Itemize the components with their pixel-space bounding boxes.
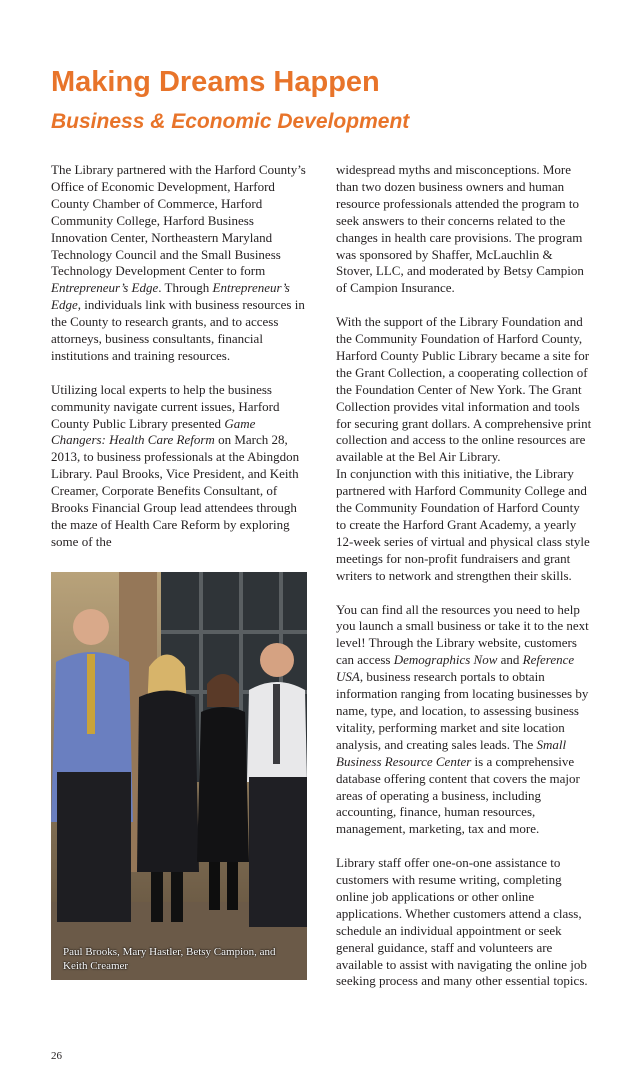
text-run: and — [497, 652, 523, 668]
text-run: , business research portals to obtain information ranging from locating businesses by name, type, and location, to assessing business vitality, performing market and site location analysis, and creating sales leads. The — [336, 669, 589, 752]
group-photo — [51, 572, 307, 980]
text-run: , individuals link with business resources in the County to research grants, and to access attorneys, business consultants, financial institutions and training resources. — [51, 297, 305, 363]
text-run: . Through — [158, 280, 213, 296]
paragraph-grant-collection: With the support of the Library Foundation and the Community Foundation of Harford County, Harford County Public Library became a site for the Grant Collection, a cooperating collection of the Foundation Center of New York. The Grant Collection provides vital information and tools for securing grant dollars. A comprehensive print collection and access to the online resources are available at the Bel Air Library. — [336, 314, 592, 465]
page-subtitle: Business & Economic Development — [51, 110, 410, 133]
paragraph-staff-assistance: Library staff offer one-on-one assistance to customers with resume writing, completing online job applications or other online applications. Whether customers attend a class, schedule an individual appointment or seek general guidance, staff and volunteers are available to assist with navigating the online job seeking process and many other essential topics. — [336, 855, 588, 989]
photo-illustration — [51, 572, 307, 980]
paragraph-grant-academy: In conjunction with this initiative, the Library partnered with Harford Community College and the Community Foundation of Harford County to create the Harford Grant Academy, a yearly 12-week series of virtual and physical class style meetings for non-profit fundraisers and grant writers to network and strengthen their skills. — [336, 466, 590, 583]
paragraph-resources — [336, 602, 592, 839]
paragraph-myths: widespread myths and misconceptions. More than two dozen business owners and human resource professionals attended the program to seek answers to their concerns related to the changes in health care provisions. The program was sponsored by Shaffer, McLauchlin & Stover, LLC, and moderated by Betsy Campion of Campion Insurance. — [336, 162, 584, 296]
right-column — [336, 162, 592, 1007]
text-run: The Library partnered with the Harford County’s Office of Economic Development, Harford County Chamber of Commerce, Harford Community College, Harford Business Innovation Center, Northeastern Maryland Technology Council and the Small Business Technology Development Center to form — [51, 162, 306, 279]
page-title: Making Dreams Happen — [51, 66, 380, 98]
italic-run: Entrepreneur’s Edge — [51, 280, 290, 313]
page-number: 26 — [51, 1050, 62, 1062]
text-run: is a comprehensive database offering content that covers the major areas of operating a business, including accounting, finance, human resources, management, marketing, tax and more. — [336, 753, 580, 837]
italic-run: Game Changers: Health Care Reform — [51, 415, 256, 448]
photo-caption: Paul Brooks, Mary Hastler, Betsy Campion, and Keith Creamer — [63, 946, 276, 972]
italic-run: Demographics Now — [393, 652, 498, 668]
paragraph-entrepreneurs-edge — [51, 162, 306, 365]
italic-run: Small Business Resource Center — [336, 736, 567, 769]
paragraph-game-changers — [51, 382, 306, 551]
italic-run: Reference USA — [336, 652, 575, 685]
text-run: You can find all the resources you need to help you launch a small business or take it to the next level! Through the Library website, customers can access — [336, 601, 589, 668]
left-column — [51, 162, 306, 568]
text-run: on March 28, 2013, to business professionals at the Abingdon Library. Paul Brooks, Vice President, and Keith Creamer, Corporate Benefits Consultant, of Brooks Financial Group lead attendees through the maze of Health Care Reform by exploring some of the — [51, 432, 300, 549]
italic-run: Entrepreneur’s Edge — [51, 280, 159, 296]
text-run: Utilizing local experts to help the business community navigate current issues, Harford County Public Library presented — [51, 381, 280, 431]
